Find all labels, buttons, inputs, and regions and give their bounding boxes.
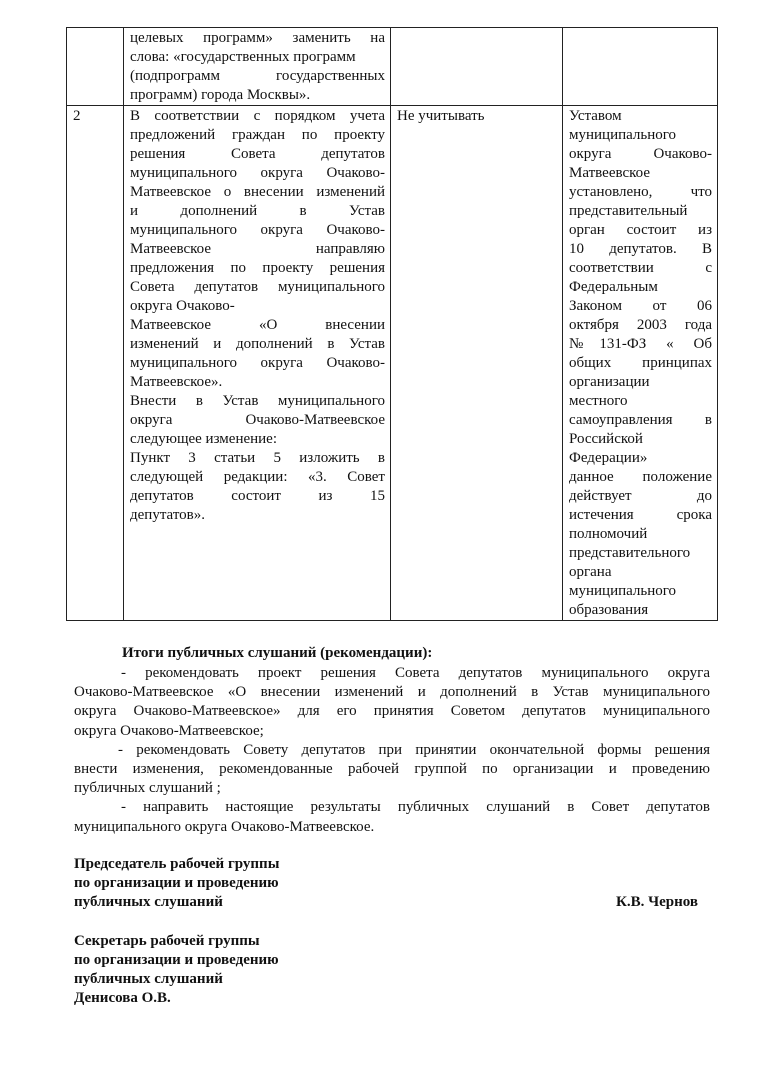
reason-line: данное положение <box>569 469 712 485</box>
proposal-line: предложения по проекту решения <box>130 260 385 276</box>
reason-line: образования <box>569 602 649 618</box>
proposal-line: Матвеевское». <box>130 374 223 390</box>
table-row-continuation <box>67 28 718 106</box>
reason-line: действует до <box>569 488 712 504</box>
chairman-title-line: публичных слушаний <box>74 894 223 910</box>
summary-title: Итоги публичных слушаний (рекомендации): <box>122 645 433 661</box>
reason-line: местного <box>569 393 628 409</box>
reason-line: Федеральным <box>569 279 658 295</box>
reason-line: органа <box>569 564 612 580</box>
proposal-line: муниципального округа Очаково- <box>130 355 385 371</box>
reason-line: Матвеевское <box>569 165 650 181</box>
proposal-line: следующее изменение: <box>130 431 278 447</box>
chairman-name: К.В. Чернов <box>615 894 698 910</box>
reason-cell <box>563 106 718 621</box>
paragraph-line: внести изменения, рекомендованные рабочей группой по организации и проведению <box>74 760 710 777</box>
summary-section <box>74 644 710 837</box>
paragraph-line: - рекомендовать проект решения Совета депутатов муниципального округа <box>121 665 710 681</box>
proposal-text-cell <box>124 106 391 621</box>
secretary-title-line: по организации и проведению <box>74 952 279 968</box>
proposal-line: Совета депутатов муниципального <box>130 279 385 295</box>
secretary-title-line: публичных слушаний <box>74 971 223 987</box>
paragraph-line: - направить настоящие результаты публичных слушаний в Совет депутатов <box>121 799 710 816</box>
proposal-line: округа Очаково- <box>130 298 235 314</box>
proposal-line: муниципального округа Очаково- <box>130 222 385 238</box>
reason-line: №131-ФЗ « Об <box>569 336 712 352</box>
reason-line: установлено, что <box>569 184 712 200</box>
recommendation-paragraph-1 <box>74 664 710 741</box>
proposals-table <box>66 27 718 621</box>
proposal-line: округа Очаково-Матвеевское <box>130 412 385 428</box>
proposal-line: слова: «государственных программ <box>130 49 356 65</box>
reason-line: полномочий <box>569 526 648 542</box>
reason-line: представительного <box>569 545 691 561</box>
proposal-line: Матвеевское направляю <box>130 241 385 257</box>
proposal-line: Внести в Устав муниципального <box>130 393 385 409</box>
recommendation-paragraph-3 <box>74 798 710 836</box>
paragraph-line: муниципального округа Очаково-Матвеевское. <box>74 818 375 835</box>
paragraph-line: публичных слушаний ; <box>74 780 221 797</box>
proposal-line: депутатов состоит из 15 <box>130 488 385 504</box>
chairman-title-line: Председатель рабочей группы <box>74 856 280 872</box>
recommendation-paragraph-2 <box>74 741 710 799</box>
reason-line: муниципального <box>569 127 677 143</box>
reason-line: орган состоит из <box>569 222 712 238</box>
proposal-line: целевых программ» заменить на <box>130 30 385 46</box>
reason-line: муниципального <box>569 583 677 599</box>
proposal-line: и дополнений в Устав <box>130 203 385 219</box>
proposal-line: предложений граждан по проекту <box>130 127 385 143</box>
reason-line: октября 2003 года <box>569 317 712 333</box>
proposal-text-cell <box>124 28 391 106</box>
number-cell: 2 <box>67 106 124 621</box>
chairman-title-line: по организации и проведению <box>74 875 279 891</box>
result-cell <box>391 28 563 106</box>
proposal-line: следующей редакции: «3. Совет <box>130 469 385 485</box>
proposal-line: В соответствии с порядком учета <box>130 108 385 124</box>
reason-line: Российской <box>569 431 643 447</box>
number-cell <box>67 28 124 106</box>
paragraph-line: - рекомендовать Совету депутатов при принятии окончательной формы решения <box>118 741 710 758</box>
reason-line: Уставом <box>569 108 622 124</box>
proposal-line: Матвеевское о внесении изменений <box>130 184 385 200</box>
reason-cell <box>563 28 718 106</box>
paragraph-line: округа Очаково-Матвеевское; <box>74 722 264 739</box>
reason-line: Законом от 06 <box>569 298 712 314</box>
proposal-line: депутатов». <box>130 507 206 523</box>
reason-line: представительный <box>569 203 688 219</box>
proposal-line: программ) города Москвы». <box>130 87 311 103</box>
reason-line: соответствии с <box>569 260 712 276</box>
secretary-title-line: Секретарь рабочей группы <box>74 933 260 949</box>
secretary-name: Денисова О.В. <box>74 990 171 1006</box>
proposal-line: изменений и дополнений в Устав <box>130 336 385 352</box>
reason-line: самоуправления в <box>569 412 712 428</box>
reason-line: 10 депутатов. В <box>569 241 712 257</box>
paragraph-line: Очаково-Матвеевское «О внесении изменений и дополнений в Устав муниципального <box>74 684 710 701</box>
reason-line: Федерации» <box>569 450 648 466</box>
paragraph-line: округа Очаково-Матвеевское» для его принятия Советом депутатов муниципального <box>74 703 710 720</box>
reason-line: истечения срока <box>569 507 712 523</box>
proposal-line: муниципального округа Очаково- <box>130 165 385 181</box>
secretary-signature-block <box>74 932 710 1008</box>
proposal-line: решения Совета депутатов <box>130 146 385 162</box>
table-row-2 <box>67 106 718 621</box>
proposal-line: Пункт 3 статьи 5 изложить в <box>130 450 385 466</box>
reason-line: округа Очаково- <box>569 146 712 162</box>
reason-line: общих принципах <box>569 355 712 371</box>
proposal-line: (подпрограмм государственных <box>130 68 385 84</box>
proposal-line: Матвеевское «О внесении <box>130 317 385 333</box>
chairman-signature-block <box>74 855 710 912</box>
reason-line: организации <box>569 374 650 390</box>
result-cell: Не учитывать <box>391 106 563 621</box>
